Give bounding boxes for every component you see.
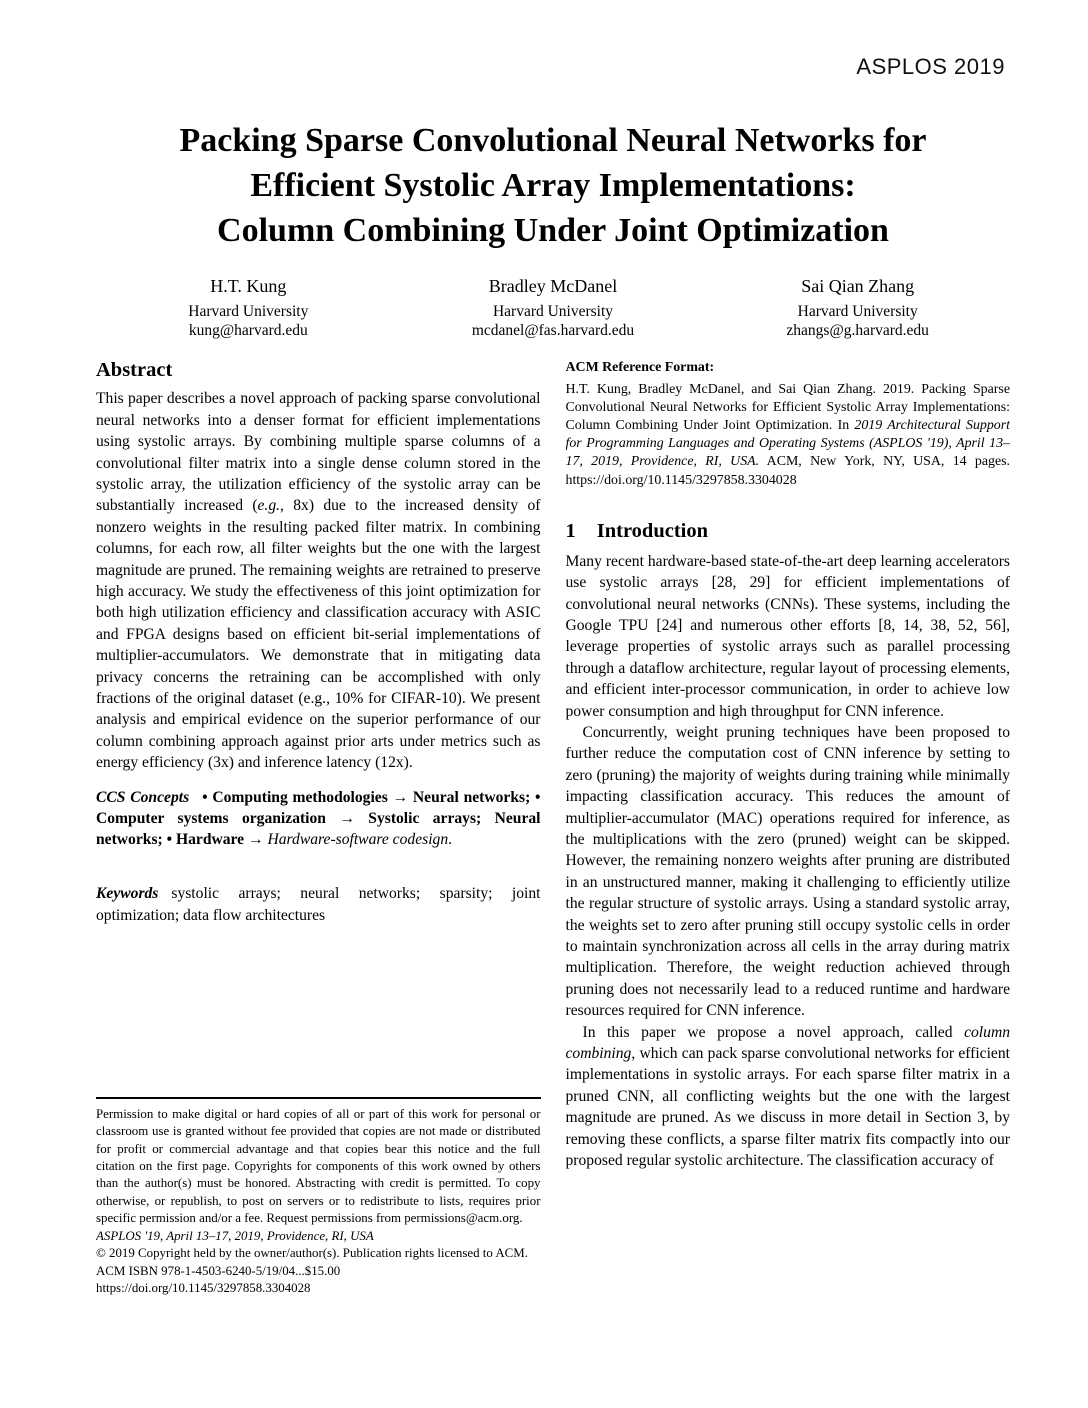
authors-row xyxy=(96,276,1010,342)
author-affiliation: Harvard University xyxy=(797,302,918,320)
acm-reference-body: H.T. Kung, Bradley McDanel, and Sai Qian Zhang. 2019. Packing Sparse Convolutional Neural Networks for Efficient Systolic Array Implementations: Column Combining Under Joint Optimization. In 2019 Architectural Support for Programming Languages and Operating Systems (ASPLOS '19), April 13–17, 2019, Providence, RI, USA. ACM, New York, NY, USA, 14 pages. https://doi.org/10.1145/3297858.3304028 xyxy=(565,381,1010,488)
author-block xyxy=(96,276,401,342)
doi-line: https://doi.org/10.1145/3297858.3304028 xyxy=(96,1280,311,1295)
intro-paragraph: In this paper we propose a novel approach, called column combining, which can pack sparse convolutional networks for efficient implementations in systolic arrays. For each sparse filter matrix in a pruned CNN, all conflicting weights but the one with the largest magnitude are pruned. As we discuss in more detail in Section 3, by removing these conflicts, a sparse filter matrix fits compactly into our proposed regular systolic architecture. The classification accuracy of xyxy=(565,1023,1010,1170)
permission-text: Permission to make digital or hard copies of all or part of this work for personal or classroom use is granted without fee provided that copies are not made or distributed for profit or commercial advantage and that copies bear this notice and the full citation on the first page. Copyrights for components of this work owned by others than the author(s) must be honored. Abstracting with credit is permitted. To copy otherwise, or republish, to post on servers or to redistribute to lists, requires prior specific permission and/or a fee. Request permissions from permissions@acm.org. xyxy=(96,1106,541,1226)
acm-reference-heading: ACM Reference Format: xyxy=(565,360,715,376)
right-column xyxy=(566,359,1011,1297)
title-line-3: Column Combining Under Joint Optimization xyxy=(217,212,889,250)
author-block xyxy=(401,276,706,342)
section-title: Introduction xyxy=(596,519,709,542)
footnote-rule xyxy=(96,1097,541,1099)
introduction-section xyxy=(566,490,1011,1172)
copyright-line: © 2019 Copyright held by the owner/author(s). Publication rights licensed to ACM. xyxy=(96,1246,528,1261)
author-email: zhangs@g.harvard.edu xyxy=(786,322,929,340)
keywords-body: systolic arrays; neural networks; sparsity; joint optimization; data flow architectures xyxy=(96,885,541,924)
introduction-heading xyxy=(566,520,1011,543)
paper-title xyxy=(96,118,1010,254)
author-name: Bradley McDanel xyxy=(488,275,618,296)
author-name: H.T. Kung xyxy=(210,275,287,296)
left-column xyxy=(96,359,541,1297)
author-name: Sai Qian Zhang xyxy=(801,275,915,296)
keywords-section xyxy=(96,883,541,926)
conference-tag: ASPLOS 2019 xyxy=(856,54,1005,79)
footnote-block xyxy=(96,1091,541,1297)
acm-reference-section xyxy=(566,359,1011,489)
author-block xyxy=(705,276,1010,342)
title-line-2: Efficient Systolic Array Implementations: xyxy=(250,167,856,205)
abstract-section xyxy=(96,359,541,773)
ccs-label: CCS Concepts xyxy=(96,788,190,806)
title-line-1: Packing Sparse Convolutional Neural Networks for xyxy=(179,122,927,159)
author-email: mcdanel@fas.harvard.edu xyxy=(471,322,635,340)
abstract-body: This paper describes a novel approach of packing sparse convolutional neural networks into a denser format for efficient implementations using systolic arrays. By combining multiple sparse columns of a convolutional filter matrix into a single dense column stored in the systolic array, the utilization efficiency of the systolic array can be substantially increased (e.g., 8x) due to the increased density of nonzero weights in the resulting packed filter matrix. In combining columns, for each row, all filter weights but the one with the largest magnitude are pruned. The remaining weights are retrained to preserve high accuracy. We study the effectiveness of this joint optimization for both high utilization efficiency and classification accuracy with ASIC and FPGA designs based on efficient bit-serial implementations of multiplier-accumulators. We demonstrate that in mitigating data privacy concerns the retraining can be accomplished with only fractions of the original dataset (e.g., 10% for CIFAR-10). We present analysis and empirical evidence on the superior performance of our column combining approach against prior arts under metrics such as energy efficiency (3x) and inference latency (12x). xyxy=(96,390,541,772)
intro-paragraph: Concurrently, weight pruning techniques have been proposed to further reduce the computation cost of CNN inference by setting to zero (pruning) the majority of weights during training while minimally impacting classification accuracy. This reduces the amount of multiplier-accumulator (MAC) operations required for inference, as the multiplications with the zero (pruned) weight can be skipped. However, the remaining nonzero weights after pruning are distributed in an unstructured manner, making it challenging to efficiently utilize the regular structure of systolic arrays. Using a standard systolic array, the weights set to zero after pruning still occupy systolic cells in order to maintain synchronization across all cells in the array during matrix multiplication. Therefore, the weight reduction achieved through pruning does not necessarily lead to a reduced runtime and hardware resources required for CNN inference. xyxy=(565,723,1010,1020)
isbn-line: ACM ISBN 978-1-4503-6240-5/19/04...$15.00 xyxy=(96,1263,341,1278)
two-column-body xyxy=(96,359,1010,1297)
author-affiliation: Harvard University xyxy=(188,302,309,320)
ccs-concepts xyxy=(96,787,541,851)
author-affiliation: Harvard University xyxy=(492,302,614,320)
author-email: kung@harvard.edu xyxy=(188,322,308,340)
abstract-heading: Abstract xyxy=(96,359,173,382)
ccs-body: • Computing methodologies → Neural networks; • Computer systems organization → Systolic arrays; Neural networks; • Hardware → Hardware-software codesign. xyxy=(96,788,541,849)
intro-paragraph: Many recent hardware-based state-of-the-art deep learning accelerators use systolic arrays [28, 29] for efficient implementations of convolutional neural networks (CNNs). These systems, including the Google TPU [24] and numerous other efforts [8, 14, 38, 52, 56], leverage properties of systolic arrays such as parallel processing through a dataflow architecture, regular layout of processing elements, and efficient inter-processor communication, in order to achieve low power consumption and high throughput for CNN inference. xyxy=(565,552,1010,720)
section-number: 1 xyxy=(565,519,576,542)
venue-line: ASPLOS '19, April 13–17, 2019, Providence, RI, USA xyxy=(96,1228,374,1243)
keywords-label: Keywords xyxy=(96,885,159,903)
